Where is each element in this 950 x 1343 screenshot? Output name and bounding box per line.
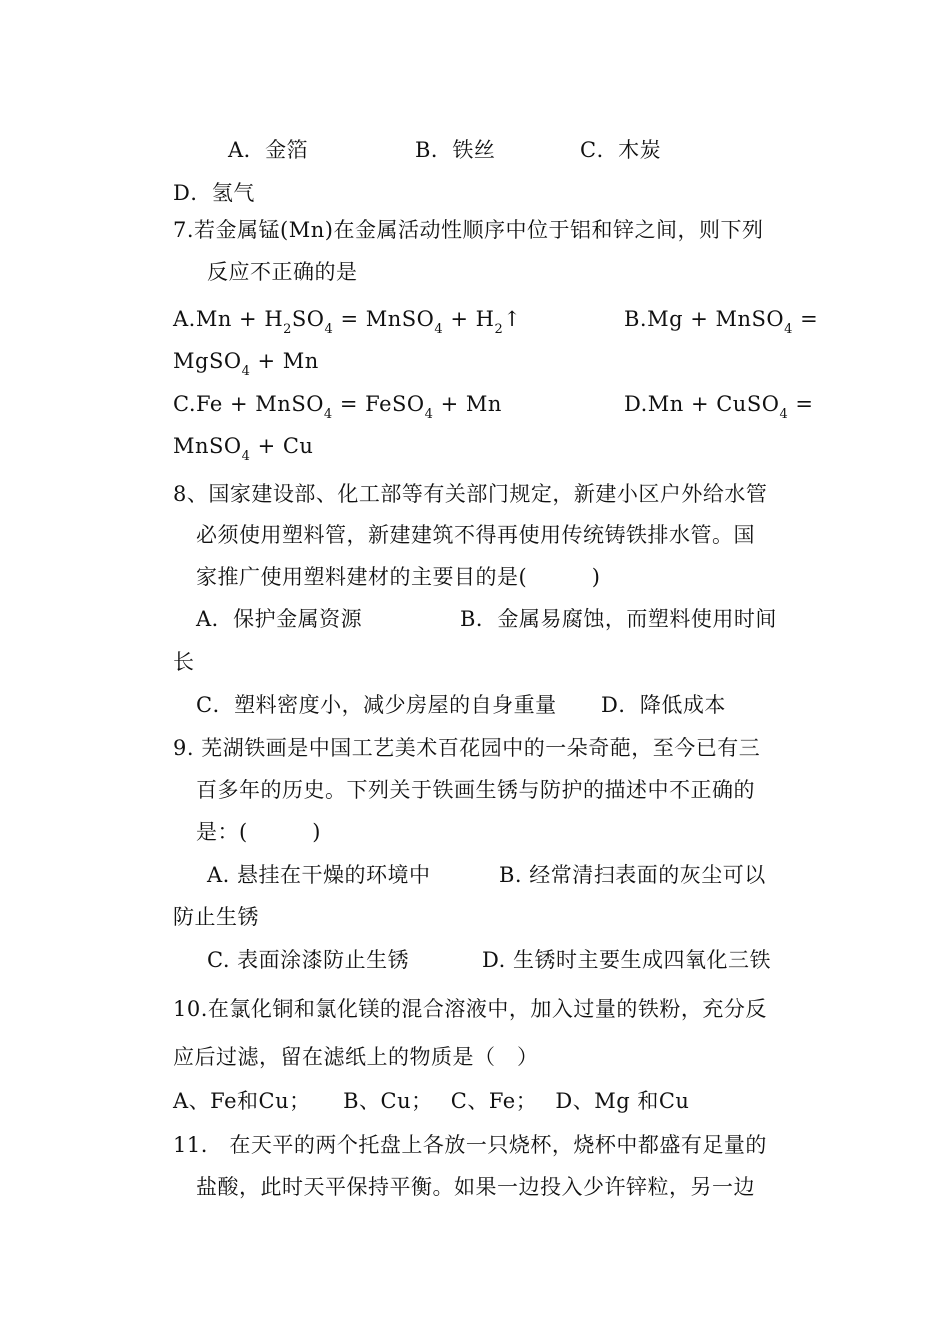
q6-option-c: C．木炭 (580, 138, 662, 162)
q7-b-part3: MgSO (173, 349, 242, 373)
q7-d-sub1: 4 (779, 407, 789, 422)
q7-c-part1: C.Fe + MnSO (173, 392, 324, 416)
q8-option-b: B．金属易腐蚀，而塑料使用时间 (460, 607, 777, 631)
q7-c-sub1: 4 (323, 407, 333, 422)
q7-d-part4: + Cu (250, 434, 314, 458)
q9-option-c: C. 表面涂漆防止生锈 (207, 948, 410, 972)
q9-option-b: B. 经常清扫表面的灰尘可以 (499, 863, 766, 887)
q9-stem-line3: 是：( ) (196, 820, 321, 844)
q7-a-sub1: 2 (283, 322, 292, 337)
q7-option-d (624, 390, 814, 429)
q7-option-a (173, 305, 521, 344)
q7-option-d-cont (173, 432, 313, 471)
q7-b-sub1: 4 (784, 322, 793, 337)
q7-c-sub2: 4 (424, 407, 434, 422)
q7-a-sub4: 2 (494, 322, 504, 337)
q8-option-c: C．塑料密度小，减少房屋的自身重量 (196, 693, 557, 717)
q7-a-part4: + H (443, 307, 495, 331)
q7-option-b-cont (173, 347, 319, 386)
q7-stem-line2: 反应不正确的是 (207, 260, 358, 284)
q11-stem-line2: 盐酸，此时天平保持平衡。如果一边投入少许锌粒，另一边 (196, 1175, 755, 1199)
q7-option-c (173, 390, 502, 429)
q9-option-b-cont: 防止生锈 (173, 905, 259, 929)
q8-stem-line1: 8、国家建设部、化工部等有关部门规定，新建小区户外给水管 (173, 482, 768, 506)
q7-b-part4: + Mn (250, 349, 319, 373)
q9-stem-line1: 9. 芜湖铁画是中国工艺美术百花园中的一朵奇葩，至今已有三 (173, 736, 761, 760)
q7-stem-line1: 7.若金属锰(Mn)在金属活动性顺序中位于铝和锌之间，则下列 (173, 218, 764, 242)
q7-d-part2: = (788, 392, 814, 416)
q7-d-part3: MnSO (173, 434, 242, 458)
q11-stem-line1: 11. 在天平的两个托盘上各放一只烧杯，烧杯中都盛有足量的 (173, 1133, 767, 1157)
q6-option-b: B．铁丝 (415, 138, 496, 162)
q7-a-part3: = MnSO (333, 307, 435, 331)
q7-c-part2: = FeSO (332, 392, 425, 416)
q8-stem-line3: 家推广使用塑料建材的主要目的是( ) (196, 565, 601, 589)
q7-c-part3: + Mn (433, 392, 502, 416)
q7-b-part2: = (792, 307, 819, 331)
q9-option-d: D. 生锈时主要生成四氧化三铁 (482, 948, 771, 972)
q8-stem-line2: 必须使用塑料管，新建建筑不得再使用传统铸铁排水管。国 (196, 523, 755, 547)
q10-stem-line2: 应后过滤，留在滤纸上的物质是（ ） (173, 1045, 539, 1069)
q8-option-a: A．保护金属资源 (196, 607, 363, 631)
q7-a-part1: A.Mn + H (173, 307, 284, 331)
q7-d-part1: D.Mn + CuSO (624, 392, 780, 416)
q6-option-a: A．金箔 (228, 138, 309, 162)
q9-stem-line2: 百多年的历史。下列关于铁画生锈与防护的描述中不正确的 (196, 778, 755, 802)
q7-option-b (624, 305, 818, 344)
q9-option-a: A. 悬挂在干燥的环境中 (207, 863, 431, 887)
q6-option-d: D．氢气 (173, 181, 255, 205)
q7-a-sub3: 4 (434, 322, 444, 337)
q8-option-d: D．降低成本 (601, 693, 726, 717)
q7-b-sub2: 4 (241, 364, 251, 379)
q8-option-b-cont: 长 (173, 650, 195, 674)
q10-stem-line1: 10.在氯化铜和氯化镁的混合溶液中，加入过量的铁粉，充分反 (173, 997, 767, 1021)
q7-b-part1: B.Mg + MnSO (624, 307, 785, 331)
q7-a-sub2: 4 (324, 322, 334, 337)
q7-a-part2: SO (291, 307, 325, 331)
q7-a-arrow: ↑ (503, 307, 522, 331)
q10-options: A、Fe和Cu； B、Cu； C、Fe； D、Mg 和Cu (173, 1089, 690, 1113)
q7-d-sub2: 4 (241, 449, 251, 464)
